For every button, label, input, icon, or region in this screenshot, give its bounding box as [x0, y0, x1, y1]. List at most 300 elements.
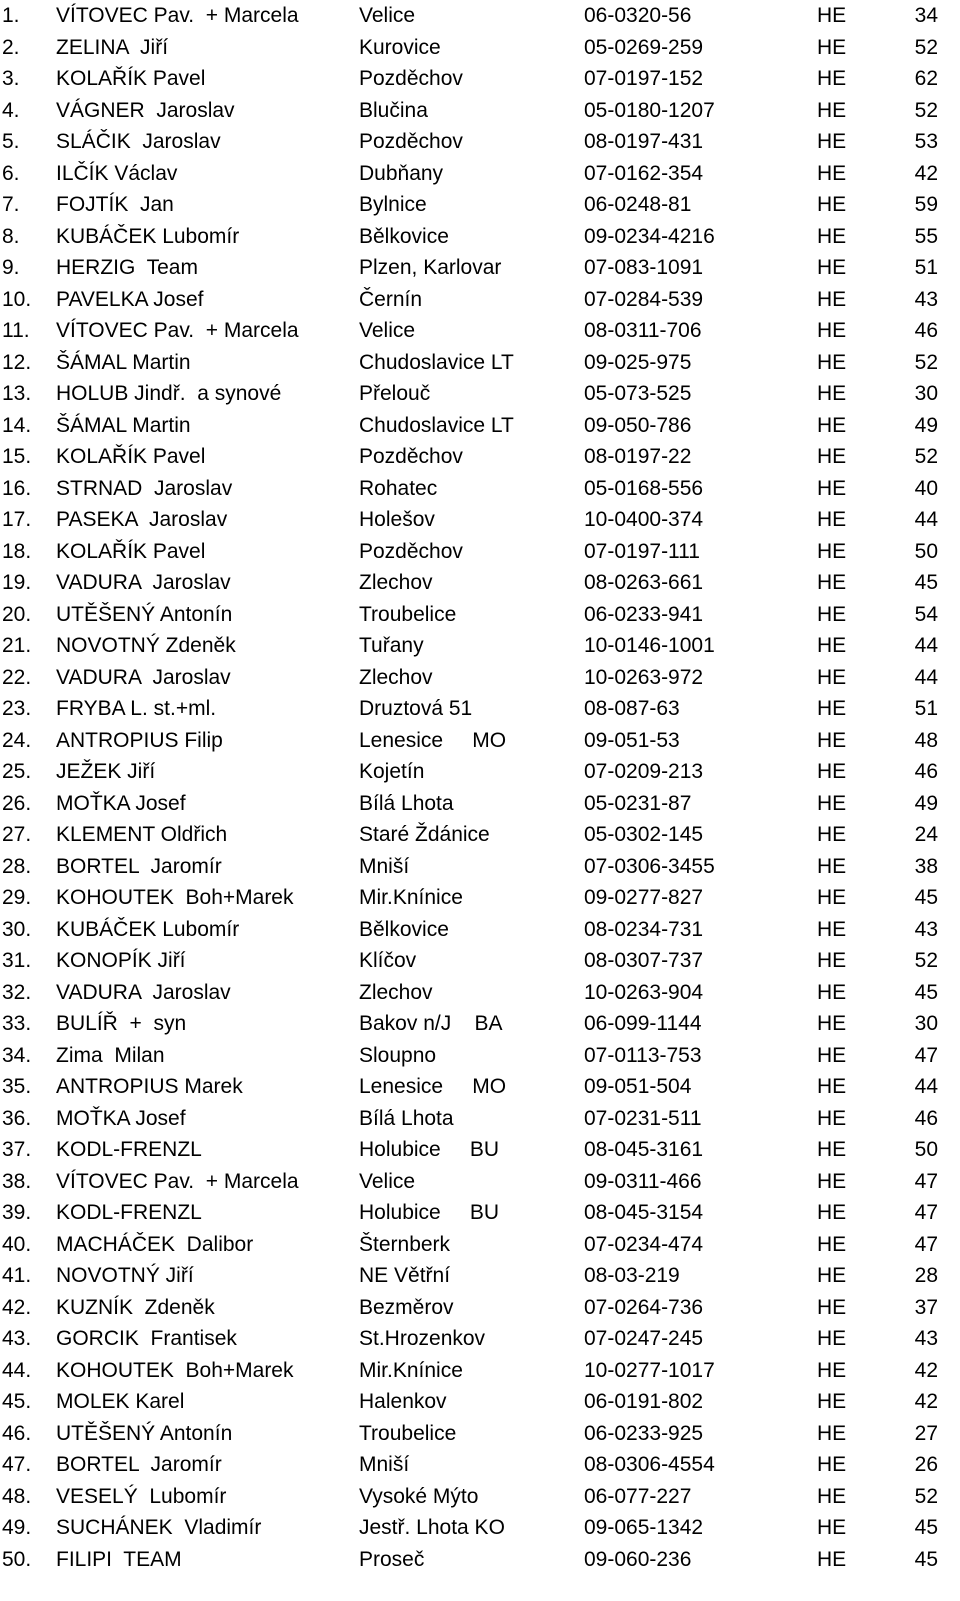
score-cell: 26	[914, 1453, 938, 1476]
table-row	[0, 1071, 960, 1103]
score-cell: 45	[914, 571, 938, 594]
ring-number-cell: 09-050-786	[584, 413, 692, 437]
ring-number-cell: 09-0311-466	[584, 1169, 702, 1193]
name-cell: KODL-FRENZL	[56, 1201, 202, 1224]
score-cell: 46	[914, 319, 938, 342]
score-cell: 55	[914, 224, 938, 248]
rank-cell: 6.	[2, 161, 20, 185]
place-cell: Velice	[359, 1169, 416, 1193]
table-row	[0, 1544, 960, 1576]
score-cell: 51	[914, 697, 938, 720]
rank-cell: 25.	[2, 760, 32, 783]
category-cell: HE	[817, 571, 847, 594]
score-cell: 30	[914, 382, 938, 405]
place-cell: Kurovice	[359, 35, 441, 59]
ring-number-cell: 09-051-504	[584, 1075, 692, 1098]
name-cell: VÍTOVEC Pav. + Marcela	[56, 1169, 299, 1193]
place-cell: Bakov n/J BA	[359, 1012, 503, 1035]
category-cell: HE	[817, 697, 847, 720]
name-cell: KOLAŘÍK Pavel	[56, 67, 206, 90]
table-row	[0, 95, 960, 127]
rank-cell: 12.	[2, 350, 32, 374]
table-row	[0, 441, 960, 473]
score-cell: 53	[914, 130, 938, 153]
ring-number-cell: 08-0197-431	[584, 130, 704, 153]
place-cell: Holešov	[359, 508, 435, 531]
ring-number-cell: 05-0180-1207	[584, 98, 715, 122]
rank-cell: 9.	[2, 256, 20, 279]
table-row	[0, 725, 960, 757]
score-cell: 44	[914, 1075, 938, 1098]
score-cell: 52	[914, 1484, 938, 1508]
table-row	[0, 1355, 960, 1387]
table-row	[0, 1229, 960, 1261]
name-cell: VÍTOVEC Pav. + Marcela	[56, 4, 299, 27]
rank-cell: 16.	[2, 476, 32, 500]
table-row	[0, 1323, 960, 1355]
table-row	[0, 536, 960, 568]
table-row	[0, 819, 960, 851]
rank-cell: 26.	[2, 791, 32, 815]
rank-cell: 28.	[2, 854, 32, 878]
ring-number-cell: 07-0113-753	[584, 1043, 702, 1067]
place-cell: Druztová 51	[359, 697, 473, 720]
table-row	[0, 0, 960, 32]
name-cell: UTĚŠENÝ Antonín	[56, 1421, 233, 1445]
score-cell: 34	[914, 4, 938, 27]
rank-cell: 21.	[2, 634, 32, 657]
category-cell: HE	[817, 854, 847, 878]
place-cell: Velice	[359, 4, 416, 27]
table-row	[0, 1008, 960, 1040]
score-cell: 54	[914, 602, 938, 626]
ring-number-cell: 09-065-1342	[584, 1516, 704, 1539]
score-cell: 44	[914, 508, 938, 531]
category-cell: HE	[817, 319, 847, 342]
ring-number-cell: 08-045-3161	[584, 1138, 704, 1161]
rank-cell: 49.	[2, 1516, 32, 1539]
name-cell: VESELÝ Lubomír	[56, 1484, 227, 1508]
name-cell: KUZNÍK Zdeněk	[56, 1295, 215, 1319]
place-cell: Pozděchov	[359, 539, 463, 563]
ring-number-cell: 09-051-53	[584, 728, 680, 752]
table-row	[0, 1166, 960, 1198]
ring-number-cell: 10-0146-1001	[584, 634, 715, 657]
rank-cell: 24.	[2, 728, 32, 752]
rank-cell: 31.	[2, 949, 32, 972]
name-cell: JEŽEK Jiří	[56, 760, 156, 783]
ring-number-cell: 08-0263-661	[584, 571, 704, 594]
ring-number-cell: 08-0197-22	[584, 445, 692, 468]
name-cell: KUBÁČEK Lubomír	[56, 917, 240, 941]
score-cell: 62	[914, 67, 938, 90]
score-cell: 45	[914, 980, 938, 1004]
name-cell: KONOPÍK Jiří	[56, 949, 186, 972]
score-cell: 45	[914, 1547, 938, 1571]
table-row	[0, 599, 960, 631]
ring-number-cell: 09-025-975	[584, 350, 692, 374]
rank-cell: 47.	[2, 1453, 32, 1476]
ring-number-cell: 07-0247-245	[584, 1327, 704, 1350]
name-cell: FRYBA L. st.+ml.	[56, 697, 217, 720]
rank-cell: 45.	[2, 1390, 32, 1413]
name-cell: NOVOTNÝ Zdeněk	[56, 634, 236, 657]
rank-cell: 38.	[2, 1169, 32, 1193]
category-cell: HE	[817, 1201, 847, 1224]
name-cell: VÍTOVEC Pav. + Marcela	[56, 319, 299, 342]
score-cell: 59	[914, 193, 938, 216]
ring-number-cell: 07-0284-539	[584, 287, 704, 311]
ring-number-cell: 07-0231-511	[584, 1106, 702, 1130]
table-row	[0, 410, 960, 442]
place-cell: Lenesice MO	[359, 1075, 507, 1098]
category-cell: HE	[817, 1421, 847, 1445]
table-row	[0, 567, 960, 599]
category-cell: HE	[817, 1232, 847, 1256]
ring-number-cell: 07-0306-3455	[584, 854, 715, 878]
place-cell: Troubelice	[359, 1421, 457, 1445]
table-row	[0, 1418, 960, 1450]
name-cell: Zima Milan	[56, 1043, 165, 1067]
ring-number-cell: 10-0263-904	[584, 980, 704, 1004]
score-cell: 45	[914, 886, 938, 909]
table-row	[0, 1103, 960, 1135]
rank-cell: 18.	[2, 539, 32, 563]
category-cell: HE	[817, 634, 847, 657]
rank-cell: 15.	[2, 445, 32, 468]
table-row	[0, 473, 960, 505]
ring-number-cell: 05-0269-259	[584, 35, 704, 59]
place-cell: Bělkovice	[359, 224, 449, 248]
table-row	[0, 882, 960, 914]
category-cell: HE	[817, 980, 847, 1004]
place-cell: Pozděchov	[359, 445, 463, 468]
table-row	[0, 756, 960, 788]
score-cell: 50	[914, 1138, 938, 1161]
category-cell: HE	[817, 1390, 847, 1413]
place-cell: Blučina	[359, 98, 428, 122]
table-row	[0, 32, 960, 64]
rank-cell: 19.	[2, 571, 32, 594]
place-cell: NE Větřní	[359, 1264, 451, 1287]
rank-cell: 43.	[2, 1327, 32, 1350]
category-cell: HE	[817, 602, 847, 626]
rank-cell: 34.	[2, 1043, 32, 1067]
name-cell: MOLEK Karel	[56, 1390, 185, 1413]
category-cell: HE	[817, 508, 847, 531]
name-cell: BULÍŘ + syn	[56, 1012, 187, 1035]
name-cell: KOLAŘÍK Pavel	[56, 539, 206, 563]
score-cell: 50	[914, 539, 938, 563]
place-cell: Lenesice MO	[359, 728, 507, 752]
rank-cell: 10.	[2, 287, 32, 311]
table-row	[0, 1449, 960, 1481]
name-cell: ŠÁMAL Martin	[56, 413, 191, 437]
name-cell: HOLUB Jindř. a synové	[56, 382, 282, 405]
category-cell: HE	[817, 886, 847, 909]
table-row	[0, 284, 960, 316]
place-cell: Holubice BU	[359, 1201, 500, 1224]
ring-number-cell: 06-0233-925	[584, 1421, 704, 1445]
ring-number-cell: 08-03-219	[584, 1264, 680, 1287]
rank-cell: 1.	[2, 4, 20, 27]
rank-cell: 33.	[2, 1012, 32, 1035]
category-cell: HE	[817, 287, 847, 311]
rank-cell: 4.	[2, 98, 20, 122]
name-cell: FILIPI TEAM	[56, 1547, 182, 1571]
rank-cell: 13.	[2, 382, 32, 405]
rank-cell: 11.	[2, 319, 30, 342]
score-cell: 30	[914, 1012, 938, 1035]
name-cell: MOŤKA Josef	[56, 1106, 186, 1130]
category-cell: HE	[817, 161, 847, 185]
name-cell: SUCHÁNEK Vladimír	[56, 1516, 262, 1539]
name-cell: VADURA Jaroslav	[56, 665, 231, 689]
ring-number-cell: 06-0248-81	[584, 193, 692, 216]
score-cell: 43	[914, 287, 938, 311]
table-row	[0, 347, 960, 379]
category-cell: HE	[817, 760, 847, 783]
category-cell: HE	[817, 256, 847, 279]
rank-cell: 27.	[2, 823, 32, 846]
category-cell: HE	[817, 1043, 847, 1067]
place-cell: Pozděchov	[359, 67, 463, 90]
rank-cell: 42.	[2, 1295, 32, 1319]
place-cell: Zlechov	[359, 665, 433, 689]
category-cell: HE	[817, 917, 847, 941]
score-cell: 52	[914, 98, 938, 122]
rank-cell: 30.	[2, 917, 32, 941]
place-cell: Staré Ždánice	[359, 823, 490, 846]
name-cell: ANTROPIUS Marek	[56, 1075, 243, 1098]
ring-number-cell: 07-0162-354	[584, 161, 704, 185]
name-cell: ILČÍK Václav	[56, 161, 178, 185]
category-cell: HE	[817, 949, 847, 972]
place-cell: Šternberk	[359, 1232, 451, 1256]
rank-cell: 2.	[2, 35, 20, 59]
name-cell: KOHOUTEK Boh+Marek	[56, 1358, 294, 1382]
table-row	[0, 662, 960, 694]
ring-number-cell: 07-0264-736	[584, 1295, 704, 1319]
place-cell: Bylnice	[359, 193, 427, 216]
ring-number-cell: 08-045-3154	[584, 1201, 704, 1224]
rank-cell: 46.	[2, 1421, 32, 1445]
rank-cell: 7.	[2, 193, 20, 216]
score-cell: 46	[914, 1106, 938, 1130]
score-cell: 24	[914, 823, 938, 846]
category-cell: HE	[817, 1012, 847, 1035]
place-cell: Holubice BU	[359, 1138, 500, 1161]
name-cell: STRNAD Jaroslav	[56, 476, 233, 500]
category-cell: HE	[817, 193, 847, 216]
table-row	[0, 977, 960, 1009]
place-cell: Plzen, Karlovar	[359, 256, 502, 279]
place-cell: Jestř. Lhota KO	[359, 1516, 505, 1539]
table-row	[0, 1292, 960, 1324]
place-cell: Zlechov	[359, 571, 433, 594]
score-cell: 43	[914, 1327, 938, 1350]
rank-cell: 48.	[2, 1484, 32, 1508]
ring-number-cell: 07-0234-474	[584, 1232, 704, 1256]
rank-cell: 32.	[2, 980, 32, 1004]
score-cell: 52	[914, 35, 938, 59]
name-cell: BORTEL Jaromír	[56, 854, 222, 878]
place-cell: Bělkovice	[359, 917, 449, 941]
category-cell: HE	[817, 728, 847, 752]
table-row	[0, 126, 960, 158]
place-cell: Bezměrov	[359, 1295, 454, 1319]
name-cell: NOVOTNÝ Jiří	[56, 1264, 194, 1287]
category-cell: HE	[817, 1138, 847, 1161]
rank-cell: 22.	[2, 665, 32, 689]
rank-cell: 17.	[2, 508, 32, 531]
category-cell: HE	[817, 1075, 847, 1098]
rank-cell: 50.	[2, 1547, 32, 1571]
category-cell: HE	[817, 476, 847, 500]
score-cell: 47	[914, 1201, 938, 1224]
place-cell: Vysoké Mýto	[359, 1484, 479, 1508]
score-cell: 42	[914, 1358, 938, 1382]
rank-cell: 14.	[2, 413, 32, 437]
place-cell: Sloupno	[359, 1043, 437, 1067]
ring-number-cell: 07-0209-213	[584, 760, 704, 783]
ring-number-cell: 08-0311-706	[584, 319, 702, 342]
category-cell: HE	[817, 1106, 847, 1130]
place-cell: Mniší	[359, 854, 410, 878]
category-cell: HE	[817, 224, 847, 248]
score-cell: 44	[914, 665, 938, 689]
name-cell: HERZIG Team	[56, 256, 198, 279]
table-row	[0, 189, 960, 221]
rank-cell: 23.	[2, 697, 32, 720]
ring-number-cell: 09-060-236	[584, 1547, 692, 1571]
score-cell: 51	[914, 256, 938, 279]
ring-number-cell: 08-0306-4554	[584, 1453, 715, 1476]
name-cell: PAVELKA Josef	[56, 287, 204, 311]
score-cell: 49	[914, 791, 938, 815]
table-row	[0, 63, 960, 95]
rank-cell: 36.	[2, 1106, 32, 1130]
ring-number-cell: 06-0320-56	[584, 4, 692, 27]
ring-number-cell: 08-0307-737	[584, 949, 704, 972]
score-cell: 40	[914, 476, 938, 500]
table-row	[0, 1386, 960, 1418]
ring-number-cell: 09-0277-827	[584, 886, 704, 909]
table-row	[0, 1134, 960, 1166]
table-row	[0, 693, 960, 725]
category-cell: HE	[817, 445, 847, 468]
ring-number-cell: 10-0263-972	[584, 665, 704, 689]
category-cell: HE	[817, 1516, 847, 1539]
table-row	[0, 1197, 960, 1229]
category-cell: HE	[817, 665, 847, 689]
category-cell: HE	[817, 1453, 847, 1476]
place-cell: Mir.Knínice	[359, 1358, 463, 1382]
category-cell: HE	[817, 382, 847, 405]
place-cell: Bílá Lhota	[359, 1106, 454, 1130]
ring-number-cell: 07-0197-152	[584, 67, 704, 90]
name-cell: MOŤKA Josef	[56, 791, 186, 815]
score-cell: 52	[914, 949, 938, 972]
score-cell: 46	[914, 760, 938, 783]
table-row	[0, 914, 960, 946]
ring-number-cell: 09-0234-4216	[584, 224, 715, 248]
score-cell: 47	[914, 1169, 938, 1193]
ring-number-cell: 06-0233-941	[584, 602, 704, 626]
category-cell: HE	[817, 823, 847, 846]
rank-cell: 41.	[2, 1264, 32, 1287]
ring-number-cell: 06-0191-802	[584, 1390, 704, 1413]
place-cell: Mir.Knínice	[359, 886, 463, 909]
name-cell: KLEMENT Oldřich	[56, 823, 228, 846]
place-cell: Zlechov	[359, 980, 433, 1004]
name-cell: ŠÁMAL Martin	[56, 350, 191, 374]
ring-number-cell: 05-0168-556	[584, 476, 704, 500]
score-cell: 52	[914, 350, 938, 374]
place-cell: Troubelice	[359, 602, 457, 626]
place-cell: Dubňany	[359, 161, 444, 185]
table-row	[0, 252, 960, 284]
rank-cell: 5.	[2, 130, 20, 153]
name-cell: VADURA Jaroslav	[56, 980, 231, 1004]
score-cell: 48	[914, 728, 938, 752]
ring-number-cell: 06-099-1144	[584, 1012, 702, 1035]
score-cell: 28	[914, 1264, 938, 1287]
score-cell: 42	[914, 161, 938, 185]
category-cell: HE	[817, 539, 847, 563]
place-cell: Chudoslavice LT	[359, 350, 514, 374]
category-cell: HE	[817, 98, 847, 122]
rank-cell: 3.	[2, 67, 20, 90]
name-cell: UTĚŠENÝ Antonín	[56, 602, 233, 626]
name-cell: MACHÁČEK Dalibor	[56, 1232, 254, 1256]
category-cell: HE	[817, 35, 847, 59]
category-cell: HE	[817, 1295, 847, 1319]
name-cell: KUBÁČEK Lubomír	[56, 224, 240, 248]
place-cell: Černín	[359, 287, 423, 311]
score-cell: 37	[914, 1295, 938, 1319]
score-cell: 43	[914, 917, 938, 941]
table-row	[0, 945, 960, 977]
category-cell: HE	[817, 1169, 847, 1193]
score-cell: 47	[914, 1232, 938, 1256]
ring-number-cell: 10-0277-1017	[584, 1358, 715, 1382]
table-row	[0, 851, 960, 883]
ring-number-cell: 06-077-227	[584, 1484, 692, 1508]
ring-number-cell: 10-0400-374	[584, 508, 704, 531]
category-cell: HE	[817, 791, 847, 815]
place-cell: Přelouč	[359, 382, 431, 405]
category-cell: HE	[817, 67, 847, 90]
rank-cell: 29.	[2, 886, 32, 909]
category-cell: HE	[817, 1264, 847, 1287]
table-row	[0, 315, 960, 347]
table-row	[0, 1512, 960, 1544]
rank-cell: 37.	[2, 1138, 32, 1161]
place-cell: Tuřany	[359, 634, 424, 657]
table-row	[0, 158, 960, 190]
place-cell: Bílá Lhota	[359, 791, 454, 815]
category-cell: HE	[817, 1327, 847, 1350]
place-cell: Chudoslavice LT	[359, 413, 514, 437]
table-row	[0, 504, 960, 536]
score-cell: 38	[914, 854, 938, 878]
score-cell: 44	[914, 634, 938, 657]
rank-cell: 44.	[2, 1358, 32, 1382]
ring-number-cell: 05-073-525	[584, 382, 692, 405]
table-row	[0, 1481, 960, 1513]
name-cell: FOJTÍK Jan	[56, 193, 174, 216]
